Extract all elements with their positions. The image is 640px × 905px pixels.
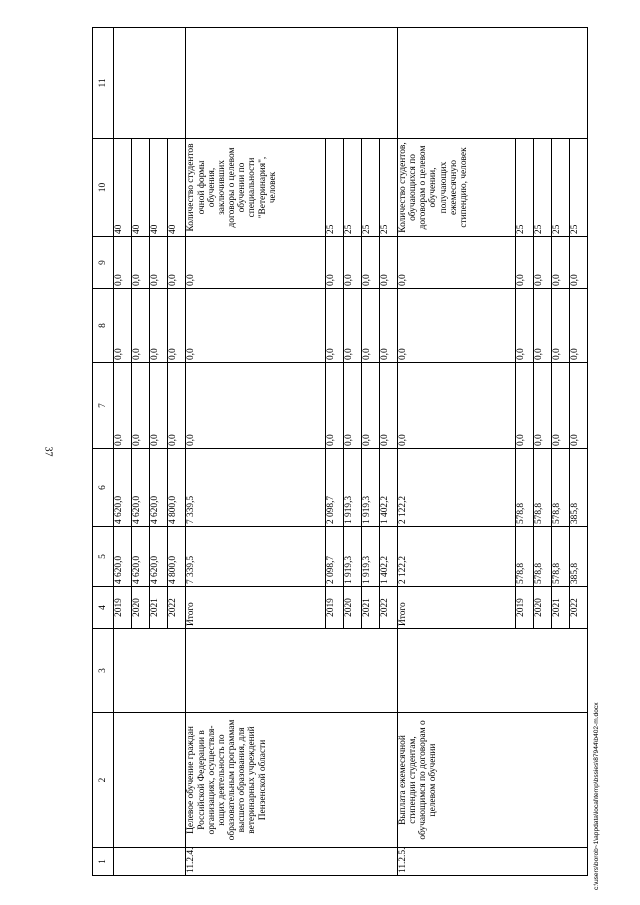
value-cell: 4 620,0 [114, 527, 132, 587]
year-cell: 2020 [533, 587, 551, 629]
year-cell: 2022 [379, 587, 397, 629]
value-cell: 0,0 [569, 237, 587, 289]
section-number: 11.2.4. [186, 848, 398, 876]
section-number: 11.2.5. [398, 848, 588, 876]
value-cell: 25 [343, 139, 361, 237]
section-col11-cell [186, 28, 398, 139]
value-cell: 25 [379, 139, 397, 237]
header-cell: 7 [93, 363, 114, 449]
value-cell: 578,8 [515, 527, 533, 587]
value-cell: 578,8 [551, 527, 569, 587]
table-row [398, 28, 516, 876]
value-cell: 1 919,3 [343, 527, 361, 587]
value-cell: 0,0 [569, 289, 587, 363]
total-value: 0,0 [186, 237, 325, 289]
value-cell: 0,0 [150, 363, 168, 449]
value-cell: 0,0 [379, 289, 397, 363]
header-cell: 11 [93, 28, 114, 139]
value-cell: 1 919,3 [361, 527, 379, 587]
value-cell: 2 098,7 [325, 449, 343, 527]
value-cell: 0,0 [379, 363, 397, 449]
value-cell: 0,0 [343, 289, 361, 363]
value-cell: 25 [325, 139, 343, 237]
total-value: 0,0 [398, 289, 516, 363]
carryover-col11-cell [114, 28, 186, 139]
value-cell: 40 [150, 139, 168, 237]
header-cell: 8 [93, 289, 114, 363]
value-cell: 0,0 [361, 363, 379, 449]
value-cell: 578,8 [533, 527, 551, 587]
header-cell: 4 [93, 587, 114, 629]
section-col11-cell [398, 28, 588, 139]
file-path-footer: c:\users\borob~1\appdata\local\temp\bssies\87944\b402-m.docx [593, 702, 600, 890]
value-cell: 0,0 [168, 237, 186, 289]
value-cell: 25 [515, 139, 533, 237]
year-cell: 2019 [325, 587, 343, 629]
value-cell: 40 [168, 139, 186, 237]
section-description: Целевое обучение граждан Российской Федерации в организациях, осуществля-ющих деятельность по образовательным программам высшего образования, для ветеринарных учреждений Пензенской области [186, 713, 398, 848]
value-cell: 0,0 [533, 363, 551, 449]
total-value: 2 122,2 [398, 527, 516, 587]
year-cell: 2021 [551, 587, 569, 629]
year-cell: 2021 [150, 587, 168, 629]
indicator-text: Количество студентов очной формы обучения, заключивших договоры о целевом обучении по специальности "Ветеринария", человек [186, 139, 325, 237]
table-region [92, 28, 588, 876]
value-cell: 0,0 [361, 289, 379, 363]
total-label: Итого [186, 587, 325, 629]
header-cell: 3 [93, 629, 114, 713]
value-cell: 0,0 [168, 289, 186, 363]
value-cell: 0,0 [533, 237, 551, 289]
header-cell: 6 [93, 449, 114, 527]
value-cell: 0,0 [515, 363, 533, 449]
total-value: 0,0 [186, 289, 325, 363]
value-cell: 385,8 [569, 449, 587, 527]
value-cell: 578,8 [533, 449, 551, 527]
value-cell: 0,0 [325, 363, 343, 449]
carryover-description-cell [114, 713, 186, 848]
year-cell: 2019 [114, 587, 132, 629]
carryover-number-cell [114, 848, 186, 876]
value-cell: 578,8 [515, 449, 533, 527]
year-cell: 2021 [361, 587, 379, 629]
value-cell: 0,0 [551, 289, 569, 363]
value-cell: 0,0 [379, 237, 397, 289]
total-label: Итого [398, 587, 516, 629]
value-cell: 0,0 [114, 289, 132, 363]
value-cell: 0,0 [132, 289, 150, 363]
value-cell: 0,0 [515, 237, 533, 289]
value-cell: 4 800,0 [168, 527, 186, 587]
value-cell: 25 [361, 139, 379, 237]
header-cell: 5 [93, 527, 114, 587]
value-cell: 0,0 [132, 237, 150, 289]
year-cell: 2022 [569, 587, 587, 629]
header-cell: 10 [93, 139, 114, 237]
page-number: 37 [42, 446, 54, 457]
value-cell: 0,0 [150, 237, 168, 289]
value-cell: 4 620,0 [150, 449, 168, 527]
value-cell: 1 919,3 [361, 449, 379, 527]
total-value: 2 122,2 [398, 449, 516, 527]
value-cell: 2 098,7 [325, 527, 343, 587]
total-value: 0,0 [398, 363, 516, 449]
value-cell: 0,0 [168, 363, 186, 449]
year-cell: 2019 [515, 587, 533, 629]
section-description: Выплата ежемесячной стипендии студентам, обучающимся по договорам о целевом обучении [398, 713, 588, 848]
value-cell: 1 402,2 [379, 527, 397, 587]
table-row [114, 28, 132, 876]
value-cell: 0,0 [533, 289, 551, 363]
section-col3-cell [398, 629, 588, 713]
header-cell: 9 [93, 237, 114, 289]
value-cell: 0,0 [114, 237, 132, 289]
value-cell: 4 620,0 [132, 449, 150, 527]
value-cell: 0,0 [150, 289, 168, 363]
value-cell: 1 919,3 [343, 449, 361, 527]
value-cell: 4 620,0 [132, 527, 150, 587]
value-cell: 0,0 [132, 363, 150, 449]
header-cell: 1 [93, 848, 114, 876]
value-cell: 25 [569, 139, 587, 237]
value-cell: 0,0 [343, 363, 361, 449]
table-row [186, 28, 325, 876]
value-cell: 0,0 [551, 237, 569, 289]
value-cell: 0,0 [515, 289, 533, 363]
value-cell: 1 402,2 [379, 449, 397, 527]
value-cell: 0,0 [569, 363, 587, 449]
value-cell: 0,0 [551, 363, 569, 449]
carryover-col3-cell [114, 629, 186, 713]
value-cell: 4 620,0 [150, 527, 168, 587]
value-cell: 25 [533, 139, 551, 237]
value-cell: 25 [551, 139, 569, 237]
program-table [92, 27, 588, 876]
value-cell: 4 800,0 [168, 449, 186, 527]
section-col3-cell [186, 629, 398, 713]
value-cell: 0,0 [325, 289, 343, 363]
total-value: 7 339,5 [186, 527, 325, 587]
value-cell: 578,8 [551, 449, 569, 527]
year-cell: 2022 [168, 587, 186, 629]
indicator-text: Количество студентов, обучающихся по договорам о целевом обучении, получающих ежемесячную стипендию, человек [398, 139, 516, 237]
year-cell: 2020 [343, 587, 361, 629]
total-value: 0,0 [398, 237, 516, 289]
year-cell: 2020 [132, 587, 150, 629]
value-cell: 385,8 [569, 527, 587, 587]
header-row [93, 28, 114, 876]
value-cell: 40 [132, 139, 150, 237]
value-cell: 40 [114, 139, 132, 237]
value-cell: 0,0 [114, 363, 132, 449]
value-cell: 0,0 [325, 237, 343, 289]
value-cell: 4 620,0 [114, 449, 132, 527]
value-cell: 0,0 [361, 237, 379, 289]
value-cell: 0,0 [343, 237, 361, 289]
header-cell: 2 [93, 713, 114, 848]
total-value: 7 339,5 [186, 449, 325, 527]
total-value: 0,0 [186, 363, 325, 449]
